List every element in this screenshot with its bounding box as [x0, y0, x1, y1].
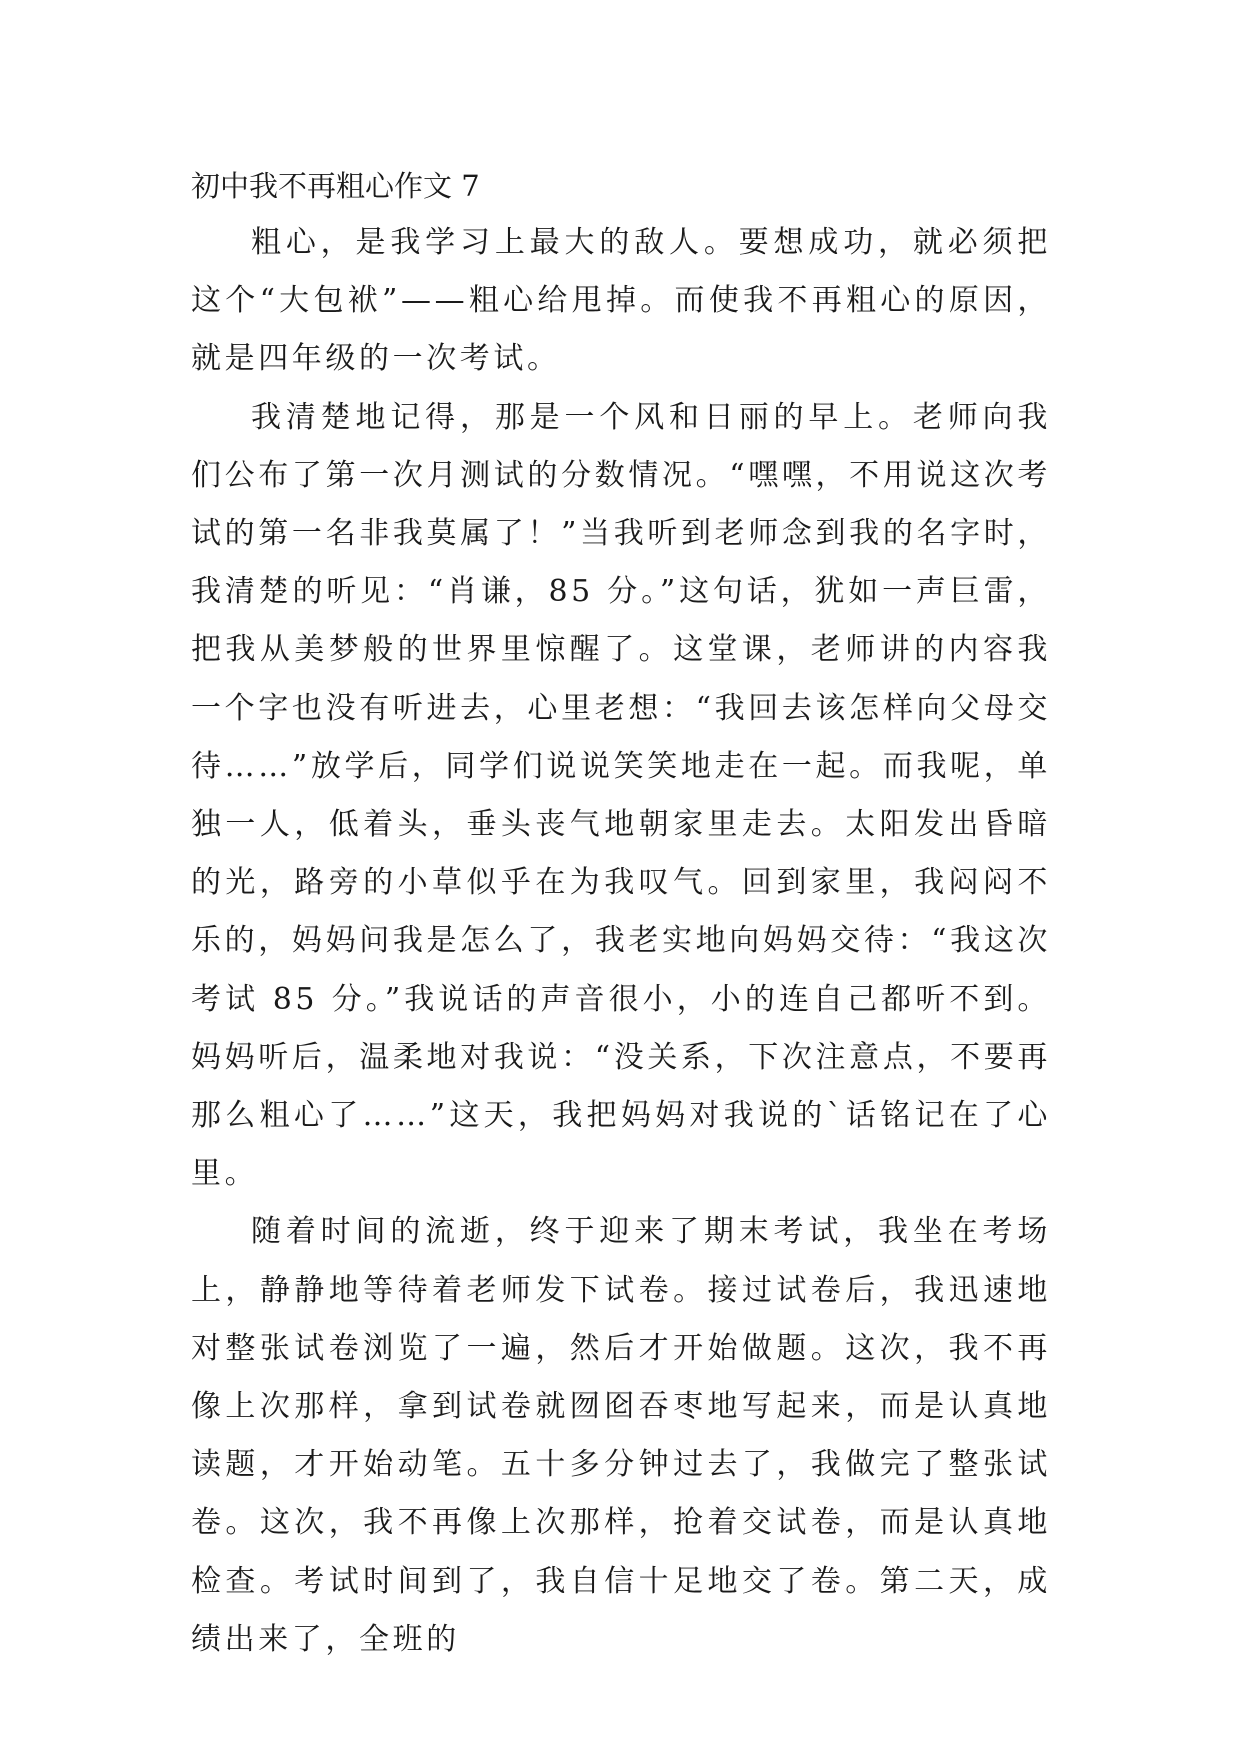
paragraph-3: 随着时间的流逝，终于迎来了期末考试，我坐在考场上，静静地等待着老师发下试卷。接过试卷后，我迅速地对整张试卷浏览了一遍，然后才开始做题。这次，我不再像上次那样，拿到试卷就囫囵吞枣地写起来，而是认真地读题，才开始动笔。五十多分钟过去了，我做完了整张试卷。这次，我不再像上次那样，抢着交试卷，而是认真地检查。考试时间到了，我自信十足地交了卷。第二天，成绩出来了，全班的	[191, 1214, 1051, 1657]
document-content	[191, 158, 1051, 1669]
paragraph-2: 我清楚地记得，那是一个风和日丽的早上。老师向我们公布了第一次月测试的分数情况。“嘿嘿，不用说这次考试的第一名非我莫属了！”当我听到老师念到我的名字时，我清楚的听见：“肖谦，85 分。”这句话，犹如一声巨雷，把我从美梦般的世界里惊醒了。这堂课，老师讲的内容我一个字也没有听进去，心里老想：“我回去该怎样向父母交待……”放学后，同学们说说笑笑地走在一起。而我呢，单独一人，低着头，垂头丧气地朝家里走去。太阳发出昏暗的光，路旁的小草似乎在为我叹气。回到家里，我闷闷不乐的，妈妈问我是怎么了，我老实地向妈妈交待：“我这次考试 85 分。”我说话的声音很小，小的连自己都听不到。妈妈听后，温柔地对我说：“没关系，下次注意点，不要再那么粗心了……”这天，我把妈妈对我说的`话铭记在了心里。	[191, 399, 1051, 1192]
paragraph-1: 粗心，是我学习上最大的敌人。要想成功，就必须把这个“大包袱”——粗心给甩掉。而使我不再粗心的原因，就是四年级的一次考试。	[191, 225, 1051, 377]
document-body	[191, 214, 1051, 1669]
document-title: 初中我不再粗心作文 7	[191, 169, 480, 203]
